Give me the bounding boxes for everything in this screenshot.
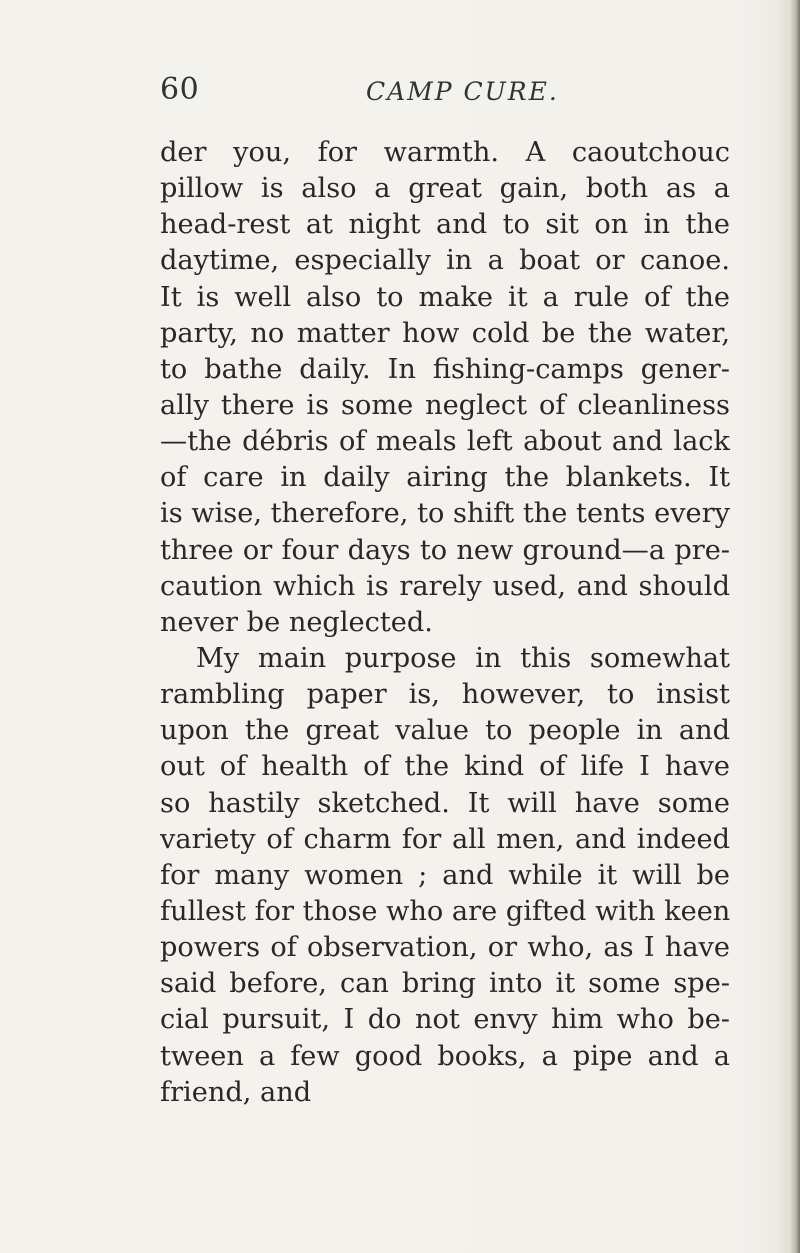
text-line: rambling paper is, however, to insist	[160, 679, 730, 711]
text-line: fullest for those who are gifted with keen	[160, 895, 731, 927]
text-line: friend, and	[160, 1076, 312, 1108]
text-line: variety of charm for all men, and indeed	[160, 823, 730, 855]
text-line: out of health of the kind of life I have	[160, 751, 730, 783]
text-line: der you, for warmth. A caoutchouc	[160, 137, 730, 168]
text-line: three or four days to new ground—a pre-	[160, 534, 730, 566]
text-line: is wise, therefore, to shift the tents every	[160, 498, 730, 530]
text-line: tween a few good books, a pipe and a	[160, 1040, 730, 1072]
text-line: head-rest at night and to sit on in the	[160, 209, 730, 241]
text-line: caution which is rarely used, and should	[160, 570, 730, 602]
text-line: It is well also to make it a rule of the	[160, 281, 730, 313]
page-edge-shadow	[790, 0, 800, 1253]
text-line: ally there is some neglect of cleanliness	[160, 389, 730, 421]
text-line: said before, can bring into it some spe-	[160, 968, 730, 1000]
text-line: never be neglected.	[160, 606, 433, 638]
running-head: CAMP CURE.	[366, 77, 559, 106]
text-line: daytime, especially in a boat or canoe.	[160, 245, 730, 277]
text-line: cial pursuit, I do not envy him who be-	[160, 1004, 730, 1036]
text-line: so hastily sketched. It will have some	[160, 787, 730, 819]
text-line: pillow is also a great gain, both as a	[160, 173, 730, 205]
page-number: 60	[160, 72, 200, 107]
text-line: for many women ; and while it will be	[160, 859, 730, 891]
text-line: My main purpose in this somewhat	[196, 642, 730, 674]
text-line: upon the great value to people in and	[160, 715, 730, 747]
text-line: of care in daily airing the blankets. It	[160, 462, 730, 494]
text-line: party, no matter how cold be the water,	[160, 317, 730, 349]
text-line: to bathe daily. In fishing-camps gener-	[160, 353, 730, 385]
body-text	[160, 135, 730, 1111]
text-line: —the débris of meals left about and lack	[160, 426, 730, 458]
text-line: powers of observation, or who, as I have	[160, 932, 730, 964]
